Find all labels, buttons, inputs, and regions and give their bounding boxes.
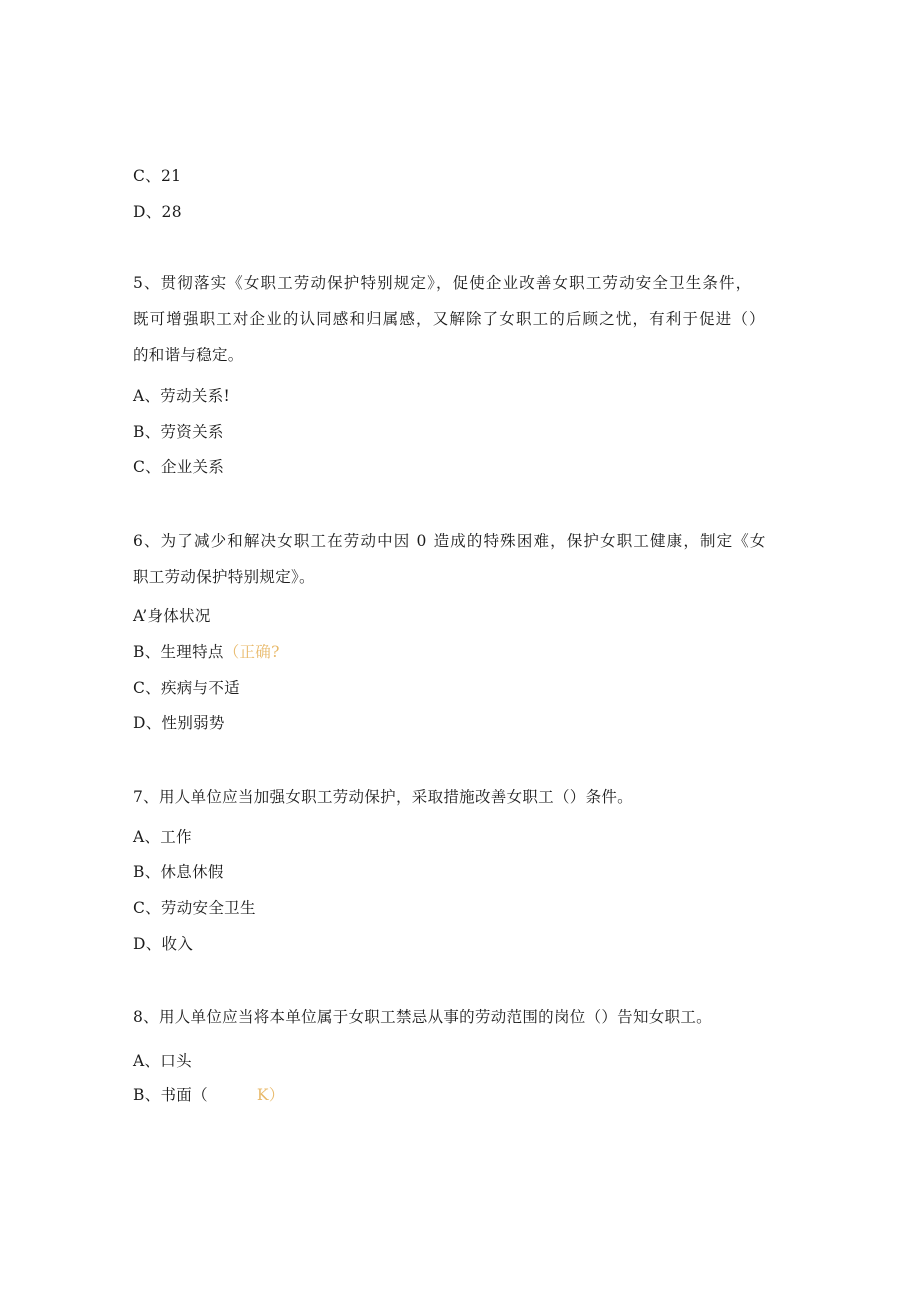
q4-option-c: C、21: [133, 167, 182, 185]
q8-option-b: [133, 1084, 285, 1106]
q5-option-c: C、企业关系: [133, 458, 225, 476]
q6-option-c: C、疾病与不适: [133, 679, 240, 697]
q6-text-line-1: 6、为了减少和解决女职工在劳动中因 0 造成的特殊困难，保护女职工健康，制定《女: [133, 532, 767, 550]
q7-option-d: D、收入: [133, 935, 194, 953]
q8-text-line-1: 8、用人单位应当将本单位属于女职工禁忌从事的劳动范围的岗位（）告知女职工。: [133, 1008, 712, 1026]
q5-text-line-1: 5、贯彻落实《女职工劳动保护特别规定》，促使企业改善女职工劳动安全卫生条件，: [133, 274, 753, 292]
q6-text-line-2: 职工劳动保护特别规定》。: [133, 568, 315, 586]
q6-option-d: D、性别弱势: [133, 714, 225, 732]
q5-text-line-2: 既可增强职工对企业的认同感和归属感，又解除了女职工的后顾之忧，有利于促进（）: [133, 310, 766, 328]
q6-option-b-annotation: （正确?: [223, 643, 280, 661]
q6-option-b: [133, 641, 280, 663]
q7-option-c: C、劳动安全卫生: [133, 899, 256, 917]
q5-text-line-3: 的和谐与稳定。: [133, 346, 244, 364]
q8-option-b-label: B、书面（: [133, 1086, 208, 1104]
q6-option-b-label: B、生理特点: [133, 643, 224, 661]
q7-option-a: A、工作: [133, 828, 192, 846]
q7-text-line-1: 7、用人单位应当加强女职工劳动保护，采取措施改善女职工（）条件。: [133, 788, 633, 806]
q4-option-d: D、28: [133, 203, 182, 221]
q5-option-b: B、劳资关系: [133, 423, 224, 441]
q7-option-b: B、休息休假: [133, 863, 224, 881]
q6-option-a: A’身体状况: [133, 607, 211, 625]
q8-option-b-annotation: K）: [256, 1086, 285, 1104]
q8-option-a: A、口头: [133, 1052, 192, 1070]
q5-option-a: A、劳动关系!: [133, 387, 231, 405]
